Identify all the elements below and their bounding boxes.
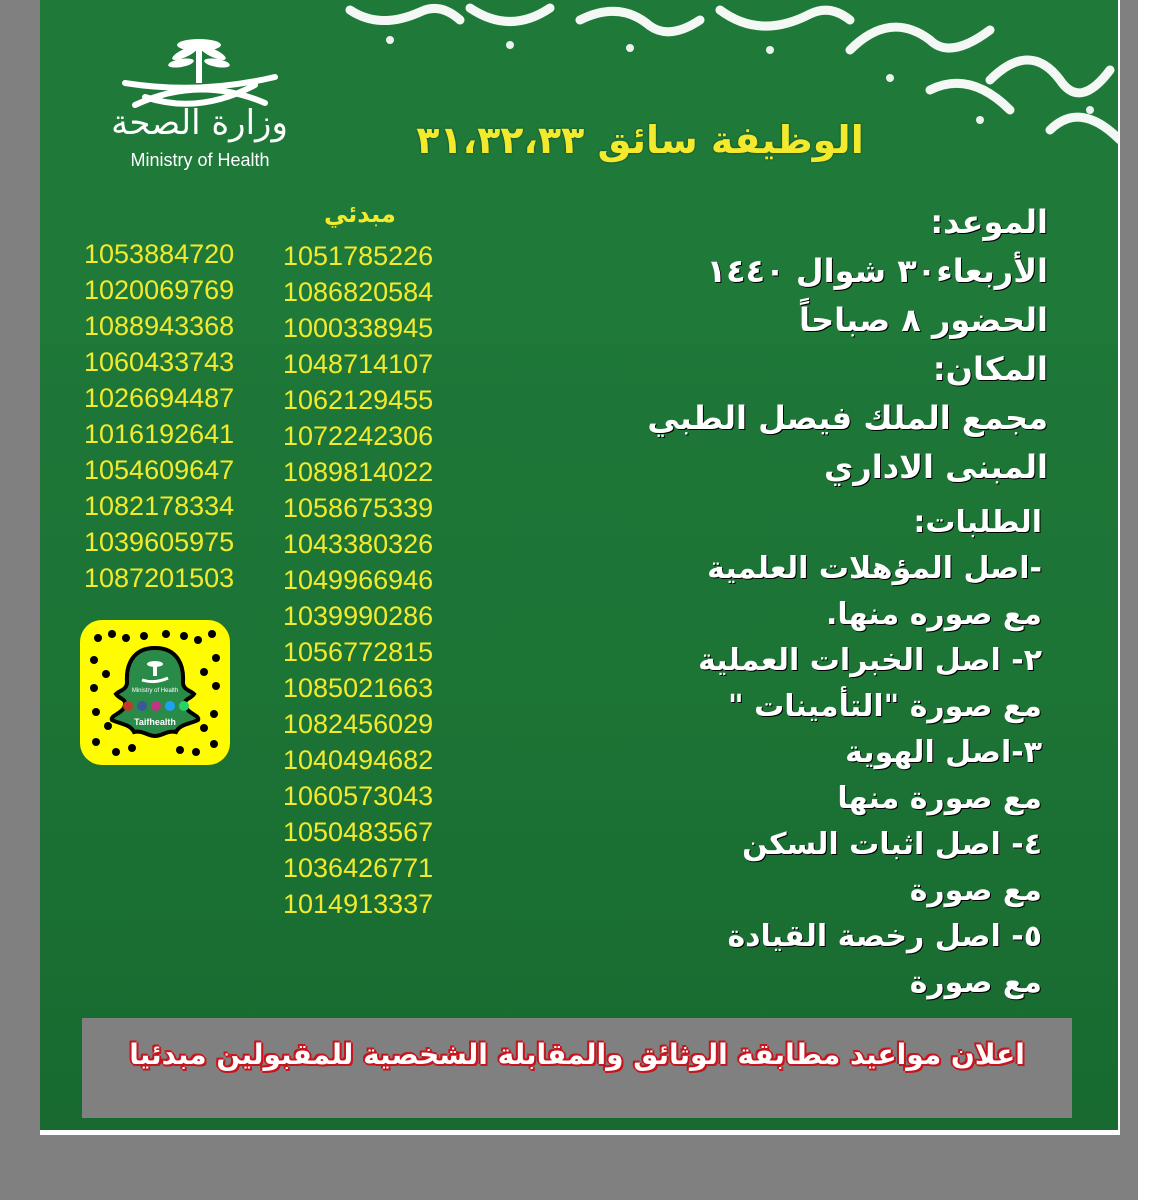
- id-number: 1058675339: [283, 493, 434, 523]
- location-building: المبنى الاداري: [823, 448, 1048, 486]
- id-number: 1000338945: [283, 313, 434, 343]
- location-label: المكان:: [932, 350, 1048, 388]
- requirement-item: ٥- اصل رخصة القيادة: [727, 919, 1042, 954]
- job-title: الوظيفة سائق ٣١،٣٢،٣٣: [416, 118, 864, 162]
- id-number: 1088943368: [84, 311, 235, 341]
- id-number: 1050483567: [283, 817, 434, 847]
- id-number: 1054609647: [84, 455, 235, 485]
- id-list-right: [283, 238, 433, 922]
- id-number: 1089814022: [283, 457, 434, 487]
- id-number: 1040494682: [283, 745, 434, 775]
- id-number: 1043380326: [283, 529, 434, 559]
- appointment-time: الحضور ٨ صباحاً: [799, 301, 1048, 339]
- id-number: 1039605975: [84, 527, 235, 557]
- requirement-item: ٢- اصل الخبرات العملية: [698, 643, 1042, 678]
- snapcode-handle: Taifhealth: [134, 717, 176, 727]
- id-number: 1016192641: [84, 419, 235, 449]
- snapcode-inner-text: Ministry of Health: [131, 688, 179, 694]
- requirement-item: مع صورة منها: [837, 781, 1042, 816]
- id-number: 1036426771: [283, 853, 434, 883]
- id-number: 1082178334: [84, 491, 235, 521]
- snapcode-icon[interactable]: [80, 620, 230, 765]
- id-number: 1053884720: [84, 239, 235, 269]
- column-heading: مبدئي: [324, 200, 396, 228]
- announcement-text: اعلان مواعيد مطابقة الوثائق والمقابلة الشخصية للمقبولين مبدئيا: [129, 1038, 1025, 1071]
- id-number: 1060433743: [84, 347, 235, 377]
- requirement-item: مع صورة "التأمينات ": [728, 689, 1042, 724]
- appointment-details: [528, 198, 1048, 492]
- announcement-banner: [82, 1018, 1072, 1118]
- id-list-left: [84, 236, 234, 596]
- id-number: 1048714107: [283, 349, 434, 379]
- id-number: 1087201503: [84, 563, 235, 593]
- id-number: 1014913337: [283, 889, 434, 919]
- requirement-item: مع صورة: [909, 965, 1042, 1000]
- requirements-heading: الطلبات:: [913, 505, 1042, 540]
- id-number: 1056772815: [283, 637, 434, 667]
- id-number: 1026694487: [84, 383, 235, 413]
- id-number: 1020069769: [84, 275, 235, 305]
- id-number: 1085021663: [283, 673, 434, 703]
- id-number: 1051785226: [283, 241, 434, 271]
- logo-english-text: Ministry of Health: [130, 150, 270, 170]
- location-name: مجمع الملك فيصل الطبي: [647, 399, 1048, 437]
- requirement-item: -اصل المؤهلات العلمية: [707, 551, 1042, 586]
- id-number: 1062129455: [283, 385, 434, 415]
- poster: [40, 0, 1120, 1135]
- id-number: 1060573043: [283, 781, 434, 811]
- appointment-date: الأربعاء٣٠ شوال ١٤٤٠: [706, 252, 1048, 290]
- id-number: 1049966946: [283, 565, 434, 595]
- id-number: 1072242306: [283, 421, 434, 451]
- requirement-item: ٤- اصل اثبات السكن: [742, 827, 1042, 862]
- id-number: 1086820584: [283, 277, 434, 307]
- id-number: 1082456029: [283, 709, 434, 739]
- id-number: 1039990286: [283, 601, 434, 631]
- right-border-strip: [1138, 0, 1153, 1200]
- appointment-label: الموعد:: [930, 203, 1048, 241]
- requirement-item: ٣-اصل الهوية: [845, 735, 1042, 770]
- requirement-item: مع صورة: [909, 873, 1042, 908]
- requirement-item: مع صوره منها.: [825, 597, 1042, 632]
- logo-arabic-text: وزارة الصحة: [111, 103, 288, 143]
- requirements-list: [522, 500, 1042, 1006]
